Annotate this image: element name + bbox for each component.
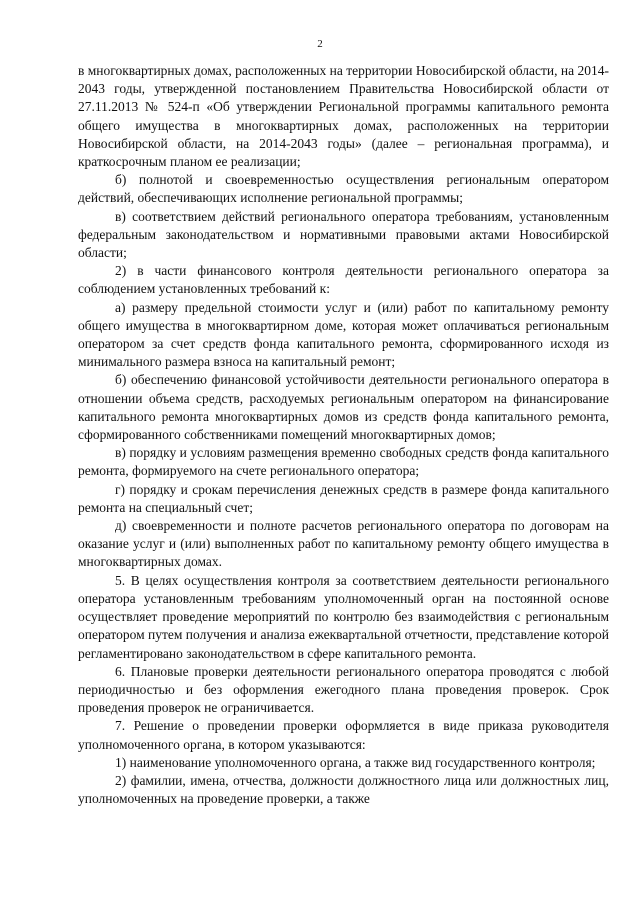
paragraph-subitem-v: в) порядку и условиям размещения временно свободных средств фонда капитального ремонта, формируемого на счете регионального оператора; — [78, 445, 609, 479]
page-number: 2 — [317, 38, 323, 50]
document-body — [78, 62, 609, 808]
paragraph-section-7-item-2: 2) фамилии, имена, отчества, должности должностного лица или должностных лиц, уполномоченных на проведение проверки, а также — [78, 772, 609, 807]
paragraph-subitem-a: а) размеру предельной стоимости услуг и (или) работ по капитальному ремонту общего имущества в многоквартирном доме, которая может оплачиваться региональным оператором за счет средств фонда капитального ремонта, сформированного исходя из минимального размера взноса на капитальный ремонт; — [78, 299, 609, 370]
paragraph-subitem-g: г) порядку и срокам перечисления денежных средств в размере фонда капитального ремонта на специальный счет; — [78, 481, 609, 515]
paragraph-subitem-b: б) обеспечению финансовой устойчивости деятельности регионального оператора в отношении объема средств, расходуемых региональным оператором на финансирование капитального ремонта многоквартирных домов из средств фонда капитального ремонта, сформированного собственниками помещений многоквартирных домов; — [78, 372, 609, 443]
paragraph-item-2: 2) в части финансового контроля деятельности регионального оператора за соблюдением установленных требований к: — [78, 263, 609, 297]
paragraph-section-7: 7. Решение о проведении проверки оформляется в виде приказа руководителя уполномоченного органа, в котором указываются: — [78, 718, 609, 752]
paragraph-item-b: б) полнотой и своевременностью осуществления региональным оператором действий, обеспечивающих исполнение региональной программы; — [78, 172, 609, 206]
paragraph-subitem-d: д) своевременности и полноте расчетов регионального оператора по договорам на оказание услуг и (или) выполненных работ по капитальному ремонту общего имущества в многоквартирных домах. — [78, 518, 609, 570]
paragraph-section-6: 6. Плановые проверки деятельности регионального оператора проводятся с любой периодичностью и без оформления ежегодного плана проведения проверок. Срок проведения проверок не ограничивается. — [78, 663, 609, 716]
paragraph-section-7-item-1: 1) наименование уполномоченного органа, а также вид государственного контроля; — [115, 754, 596, 770]
paragraph-section-5: 5. В целях осуществления контроля за соответствием деятельности регионального оператора установленным требованиям уполномоченный орган на постоянной основе осуществляет проведение мероприятий по контролю без взаимодействия с региональным оператором путем получения и анализа ежеквартальной отчетности, представление которой регламентировано законодательством в сфере капитального ремонта. — [78, 572, 609, 661]
paragraph-item-v: в) соответствием действий регионального оператора требованиям, установленным федеральным законодательством и нормативными правовыми актами Новосибирской области; — [78, 208, 609, 261]
paragraph-continuation: в многоквартирных домах, расположенных на территории Новосибирской области, на 2014-2043 годы, утвержденной постановлением Правительства Новосибирской области от 27.11.2013 № 524-п «Об утверждении Региональной программы капитального ремонта общего имущества в многоквартирных домах, расположенных на территории Новосибирской области, на 2014-2043 годы» (далее – региональная программа), и краткосрочным планом ее реализации; — [78, 63, 609, 170]
